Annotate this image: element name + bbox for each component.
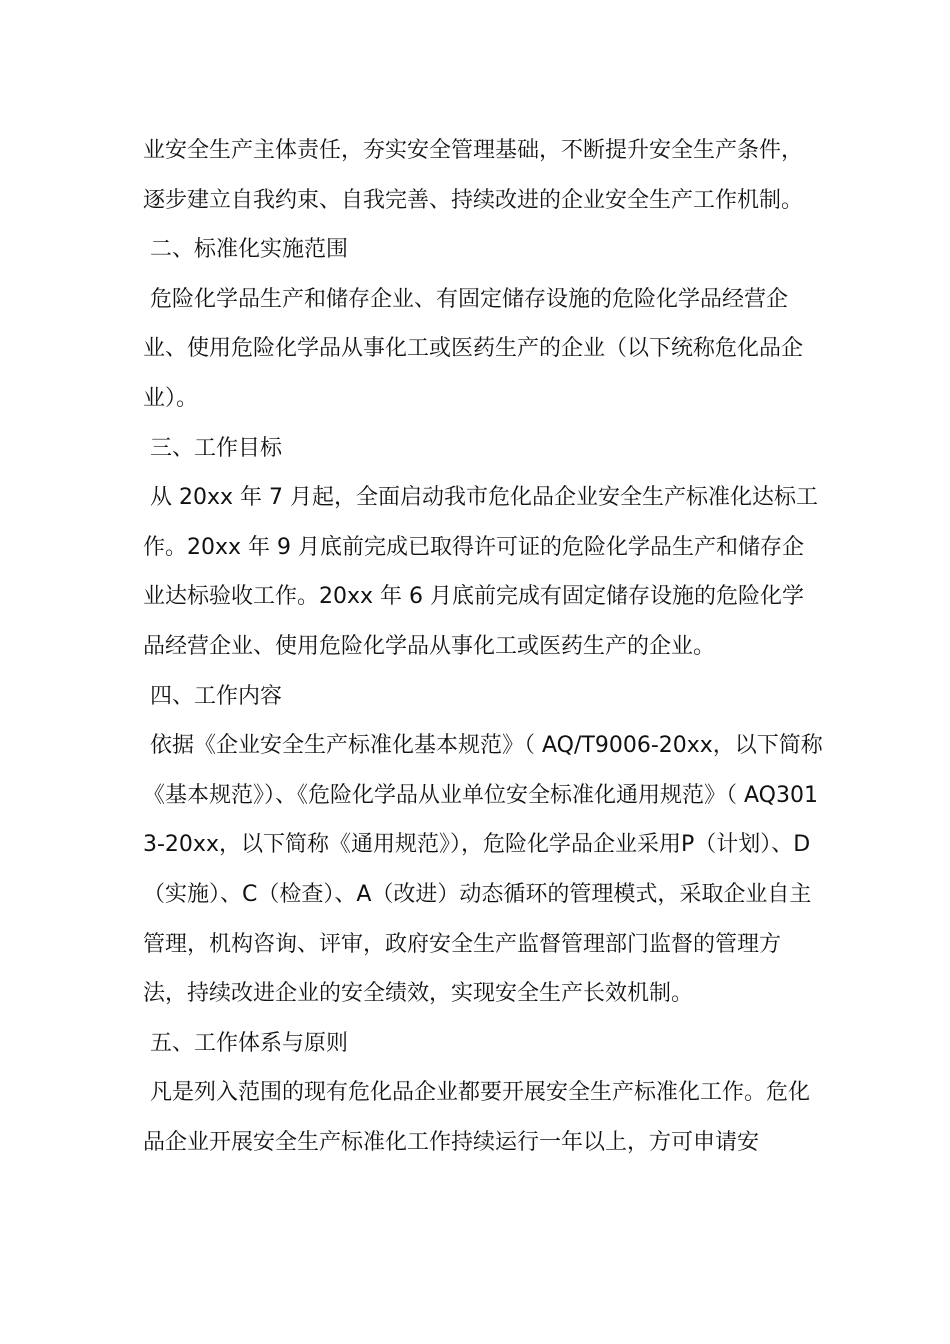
paragraph-goals: 从 20xx 年 7 月起，全面启动我市危化品企业安全生产标准化达标工作。20xx 年 9 月底前完成已取得许可证的危险化学品生产和储存企业达标验收工作。20xx 年 6 月底前完成有固定储存设施的危险化学品经营企业、使用危险化学品从事化工或医药生产的企业。 (143, 485, 819, 659)
paragraph-system: 凡是列入范围的现有危化品企业都要开展安全生产标准化工作。危化品企业开展安全生产标准化工作持续运行一年以上，方可申请安 (143, 1080, 811, 1155)
paragraph-scope: 危险化学品生产和储存企业、有固定储存设施的危险化学品经营企业、使用危险化学品从事化工或医药生产的企业（以下统称危化品企业）。 (143, 286, 804, 411)
section-heading-system: 五、工作体系与原则 (143, 1030, 349, 1056)
section-heading-goals: 三、工作目标 (143, 435, 283, 461)
paragraph-content: 依据《企业安全生产标准化基本规范》（ AQ/T9006-20xx，以下简称《基本规范》）、《危险化学品从业单位安全标准化通用规范》（ AQ3013-20xx，以下简称《通用规范》），危险化学品企业采用P（计划）、D（实施）、C（检查）、A（改进）动态循环的管理模式，采取企业自主管理，机构咨询、评审，政府安全生产监督管理部门监督的管理方法，持续改进企业的安全绩效，实现安全生产长效机制。 (143, 733, 823, 1007)
document-body (143, 126, 823, 1167)
paragraph-intro-continuation: 业安全生产主体责任，夯实安全管理基础，不断提升安全生产条件，逐步建立自我约束、自我完善、持续改进的企业安全生产工作机制。 (143, 138, 804, 213)
section-heading-scope: 二、标准化实施范围 (143, 237, 349, 263)
section-heading-content: 四、工作内容 (143, 683, 283, 709)
